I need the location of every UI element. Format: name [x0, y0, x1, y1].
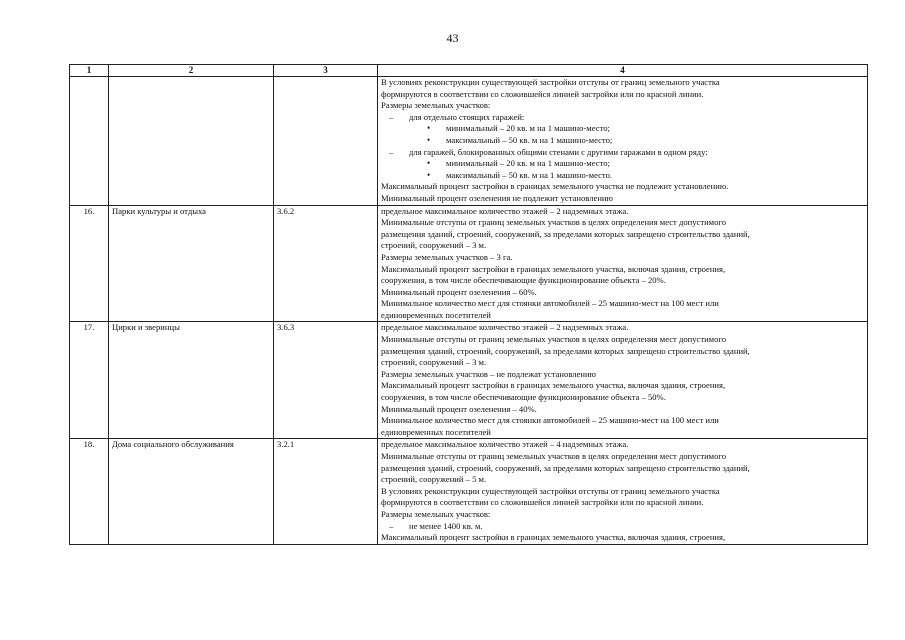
parameters-cell: [378, 205, 868, 322]
text-line: Максимальный процент застройки в границах земельного участка не подлежит установлению.: [381, 181, 729, 192]
bullet-list-item: • максимальный – 50 кв. м на 1 машино-место.: [381, 170, 864, 182]
text-line: формируются в соответствии со сложившейся линией застройки или по красной линии.: [381, 497, 704, 508]
text-line: Минимальное количество мест для стоянки автомобилей – 25 машино-мест на 100 мест или: [381, 415, 719, 426]
use-code-cell: [274, 77, 378, 206]
use-code-cell: 3.2.1: [274, 439, 378, 544]
text-line: Размеры земельных участков:: [381, 508, 491, 519]
use-code-cell: 3.6.3: [274, 322, 378, 439]
table-row: [70, 205, 868, 322]
text-line: Размеры земельных участков:: [381, 100, 491, 111]
text-line: размещения зданий, строений, сооружений, за пределами которых запрещено строительство зданий,: [381, 462, 750, 473]
text-line: единовременных посетителей: [381, 426, 491, 437]
text-line: предельное максимальное количество этажей – 2 надземных этажа.: [381, 322, 629, 333]
object-name-cell: Дома социального обслуживания: [109, 439, 274, 544]
text-line: формируются в соответствии со сложившейся линией застройки или по красной линии.: [381, 88, 704, 99]
text-line: предельное максимальное количество этажей – 2 надземных этажа.: [381, 205, 629, 216]
parameters-cell: [378, 77, 868, 206]
column-header-2: 2: [109, 65, 274, 77]
page-number: 43: [446, 31, 459, 45]
bullet-list-item: • минимальный – 20 кв. м на 1 машино-место;: [381, 123, 864, 135]
text-line: Минимальные отступы от границ земельных участков в целях определения мест допустимого: [381, 217, 727, 228]
text-line: В условиях реконструкции существующей застройки отступы от границ земельного участка: [381, 77, 720, 87]
row-number-cell: 16.: [70, 205, 109, 322]
row-number-cell: 18.: [70, 439, 109, 544]
text-line: Минимальные отступы от границ земельных участков в целях определения мест допустимого: [381, 451, 727, 461]
text-line: Максимальный процент застройки в границах земельного участка, включая здания, строения,: [381, 532, 726, 543]
text-line: Максимальный процент застройки в границах земельного участка, включая здания, строения,: [381, 380, 726, 391]
table-header-row: [70, 65, 868, 77]
use-code-cell: 3.6.2: [274, 205, 378, 322]
dash-list-item: – для гаражей, блокированных общими стенами с другими гаражами в одном ряду:: [381, 147, 864, 159]
table-row: [70, 439, 868, 544]
object-name-cell: Парки культуры и отдыха: [109, 205, 274, 322]
text-line: Минимальные отступы от границ земельных участков в целях определения мест допустимого: [381, 334, 727, 345]
text-line: строений, сооружений – 5 м.: [381, 474, 487, 485]
dash-list-item: – не менее 1400 кв. м.: [381, 521, 864, 533]
text-line: Минимальный процент озеленения не подлежит установлению: [381, 192, 613, 203]
bullet-list-item: • минимальный – 20 кв. м на 1 машино-место;: [381, 158, 864, 170]
text-line: строений, сооружений – 3 м.: [381, 357, 487, 368]
parameters-cell: [378, 439, 868, 544]
text-line: размещения зданий, строений, сооружений, за пределами которых запрещено строительство зданий,: [381, 228, 750, 239]
text-line: Максимальный процент застройки в границах земельного участка, включая здания, строения,: [381, 263, 726, 274]
object-name-cell: [109, 77, 274, 206]
text-line: предельное максимальное количество этажей – 4 надземных этажа.: [381, 439, 629, 450]
bullet-list-item: • максимальный – 50 кв. м на 1 машино-место;: [381, 135, 864, 147]
column-header-3: 3: [274, 65, 378, 77]
column-header-4: 4: [378, 65, 868, 77]
text-line: размещения зданий, строений, сооружений, за пределами которых запрещено строительство зданий,: [381, 345, 750, 356]
dash-list-item: – для отдельно стоящих гаражей:: [381, 112, 864, 124]
text-line: сооружения, в том числе обеспечивающие функционирование объекта – 20%.: [381, 275, 666, 286]
text-line: единовременных посетителей: [381, 309, 491, 320]
text-line: Минимальный процент озеленения – 60%.: [381, 286, 537, 297]
row-number-cell: [70, 77, 109, 206]
table-row: [70, 77, 868, 206]
text-line: сооружения, в том числе обеспечивающие функционирование объекта – 50%.: [381, 392, 666, 403]
parameters-cell: [378, 322, 868, 439]
column-header-1: 1: [70, 65, 109, 77]
object-name-cell: Цирки и зверинцы: [109, 322, 274, 439]
text-line: Размеры земельных участков – 3 га.: [381, 251, 513, 262]
text-line: Размеры земельных участков – не подлежат установлению: [381, 368, 596, 379]
row-number-cell: 17.: [70, 322, 109, 439]
regulations-table: [69, 64, 868, 545]
text-line: Минимальный процент озеленения – 40%.: [381, 403, 537, 414]
text-line: В условиях реконструкции существующей застройки отступы от границ земельного участка: [381, 485, 720, 496]
text-line: строений, сооружений – 3 м.: [381, 240, 487, 251]
table-row: [70, 322, 868, 439]
text-line: Минимальное количество мест для стоянки автомобилей – 25 машино-мест на 100 мест или: [381, 298, 719, 309]
